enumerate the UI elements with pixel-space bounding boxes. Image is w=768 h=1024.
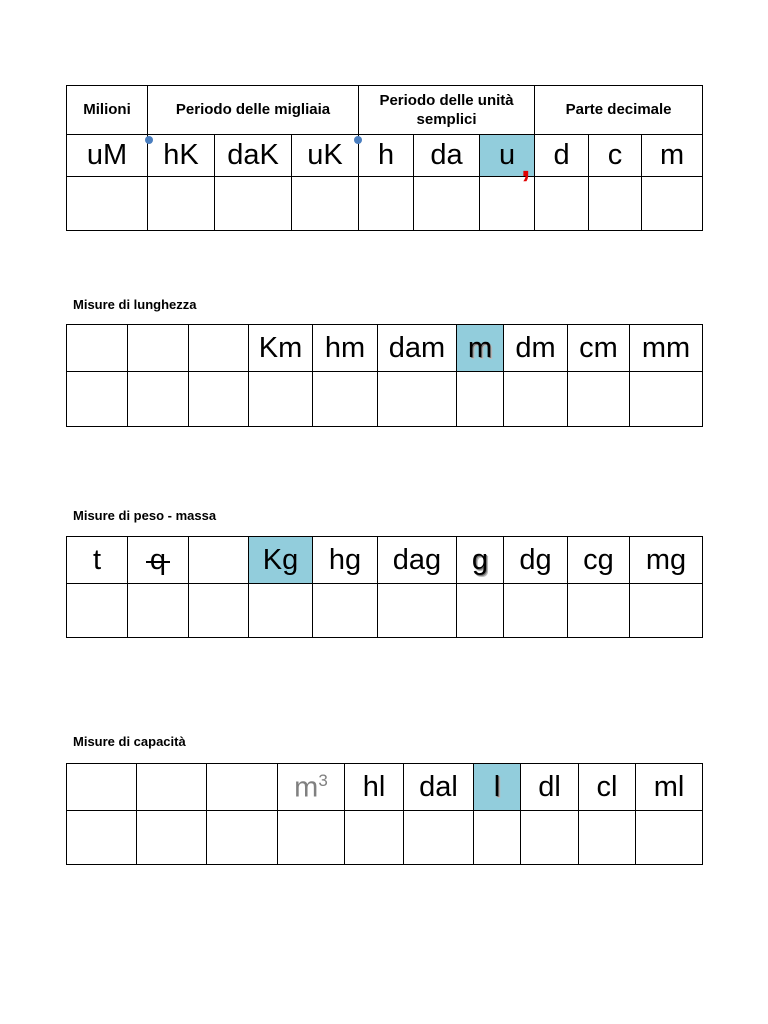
empty-cell[interactable] — [378, 584, 457, 638]
unit-cell: dg — [504, 537, 568, 584]
place-value-table — [66, 85, 703, 231]
unit-cell: cl — [579, 764, 636, 811]
unit-cell: mm — [630, 325, 703, 372]
unit-cell: hg — [313, 537, 378, 584]
unit-cell: h — [359, 135, 414, 177]
section-title-capacity: Misure di capacità — [73, 734, 186, 749]
length-table — [66, 324, 703, 427]
header-migliaia: Periodo delle migliaia — [148, 86, 359, 135]
unit-cell: dl — [521, 764, 579, 811]
empty-cell[interactable] — [67, 372, 128, 427]
unit-cell: da — [414, 135, 480, 177]
unit-cell: daK — [215, 135, 292, 177]
empty-cell[interactable] — [128, 372, 189, 427]
empty-cell[interactable] — [457, 372, 504, 427]
empty-cell[interactable] — [480, 177, 535, 231]
unit-cell: c — [589, 135, 642, 177]
unit-cell: Km — [249, 325, 313, 372]
empty-cell[interactable] — [67, 177, 148, 231]
unit-cell: uK — [292, 135, 359, 177]
empty-cell[interactable] — [67, 584, 128, 638]
empty-cell[interactable] — [128, 584, 189, 638]
section-title-length: Misure di lunghezza — [73, 297, 197, 312]
empty-cell[interactable] — [636, 811, 703, 865]
unit-cell-crossed — [128, 537, 189, 584]
empty-cell[interactable] — [278, 811, 345, 865]
capacity-table — [66, 763, 703, 865]
empty-cell[interactable] — [414, 177, 480, 231]
empty-cell[interactable] — [589, 177, 642, 231]
unit-cell: mg — [630, 537, 703, 584]
header-unita-semplici: Periodo delle unità semplici — [359, 86, 535, 135]
unit-cell: dam — [378, 325, 457, 372]
crossed-unit: q — [149, 543, 167, 576]
unit-cell — [189, 537, 249, 584]
empty-cell[interactable] — [313, 372, 378, 427]
empty-cell[interactable] — [359, 177, 414, 231]
empty-cell[interactable] — [642, 177, 703, 231]
empty-cell[interactable] — [521, 811, 579, 865]
header-milioni: Milioni — [67, 86, 148, 135]
empty-cell[interactable] — [378, 372, 457, 427]
empty-cell[interactable] — [292, 177, 359, 231]
empty-cell[interactable] — [504, 584, 568, 638]
empty-cell[interactable] — [504, 372, 568, 427]
empty-cell[interactable] — [474, 811, 521, 865]
unit-cell — [207, 764, 278, 811]
empty-cell[interactable] — [457, 584, 504, 638]
empty-cell[interactable] — [137, 811, 207, 865]
unit-cell — [137, 764, 207, 811]
empty-cell[interactable] — [345, 811, 404, 865]
unit-cell: dal — [404, 764, 474, 811]
empty-cell[interactable] — [579, 811, 636, 865]
unit-cell: hK — [148, 135, 215, 177]
empty-cell[interactable] — [568, 584, 630, 638]
unit-cell: cm — [568, 325, 630, 372]
empty-cell[interactable] — [404, 811, 474, 865]
cubic-meter-exponent: 3 — [318, 770, 328, 790]
empty-cell[interactable] — [535, 177, 589, 231]
unit-cell: hl — [345, 764, 404, 811]
header-parte-decimale: Parte decimale — [535, 86, 703, 135]
unit-cell: cg — [568, 537, 630, 584]
unit-cell — [128, 325, 189, 372]
empty-cell[interactable] — [207, 811, 278, 865]
unit-cell-highlighted: l — [474, 764, 521, 811]
cubic-meter-base: m — [294, 771, 319, 804]
unit-cell: hm — [313, 325, 378, 372]
empty-cell[interactable] — [67, 811, 137, 865]
unit-cell: dag — [378, 537, 457, 584]
empty-cell[interactable] — [630, 584, 703, 638]
unit-cell-cubic-meter — [278, 764, 345, 811]
unit-cell: d — [535, 135, 589, 177]
unit-cell — [189, 325, 249, 372]
empty-cell[interactable] — [630, 372, 703, 427]
unit-cell: m — [642, 135, 703, 177]
empty-cell[interactable] — [189, 372, 249, 427]
unit-cell-highlighted: Kg — [249, 537, 313, 584]
unit-cell: dm — [504, 325, 568, 372]
section-title-weight: Misure di peso - massa — [73, 508, 217, 523]
decimal-comma: , — [521, 146, 531, 184]
empty-cell[interactable] — [189, 584, 249, 638]
weight-table — [66, 536, 703, 638]
unit-cell-shadowed: g — [457, 537, 504, 584]
empty-cell[interactable] — [313, 584, 378, 638]
unit-cell — [67, 764, 137, 811]
unit-cell — [67, 325, 128, 372]
empty-cell[interactable] — [249, 584, 313, 638]
empty-cell[interactable] — [215, 177, 292, 231]
period-marker-dot — [145, 136, 153, 144]
empty-cell[interactable] — [249, 372, 313, 427]
empty-cell[interactable] — [148, 177, 215, 231]
unit-cell-highlighted: m — [457, 325, 504, 372]
unit-cell: ml — [636, 764, 703, 811]
unit-cell: uM — [67, 135, 148, 177]
unit-cell-highlighted: u — [480, 135, 535, 177]
empty-cell[interactable] — [568, 372, 630, 427]
unit-cell: t — [67, 537, 128, 584]
period-marker-dot — [354, 136, 362, 144]
